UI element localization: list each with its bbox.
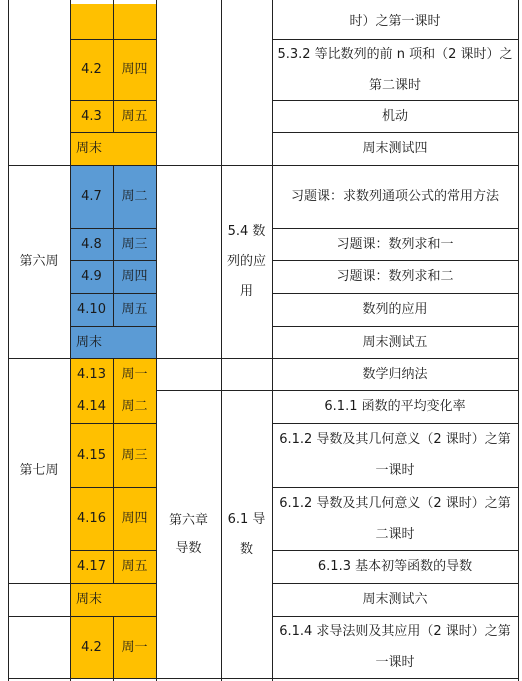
date-cell: 4.13 [70, 358, 113, 390]
grid-line [8, 0, 9, 681]
weekday-cell: 周三 [113, 228, 156, 260]
grid-line [8, 165, 221, 166]
weekday-cell: 周四 [113, 487, 156, 550]
date-cell: 4.7 [70, 165, 113, 228]
grid-line [8, 616, 156, 617]
grid-line [70, 550, 156, 551]
grid-line [518, 0, 519, 681]
weekend-cell: 周末 [70, 583, 156, 616]
date-cell: 4.3 [70, 100, 113, 132]
week-label-7: 第七周 [19, 463, 59, 478]
lesson-cell: 周末测试四 [362, 141, 428, 156]
week-label-6: 第六周 [19, 254, 59, 269]
grid-line [272, 100, 519, 101]
lesson-cell: 数学归纳法 [362, 366, 428, 382]
grid-line [70, 423, 156, 424]
date-cell: 4.10 [70, 293, 113, 326]
weekday-cell: 周五 [113, 293, 156, 326]
grid-line [272, 293, 519, 294]
weekend-cell: 周末 [70, 132, 156, 165]
chapter-cell: 第六章导数 [168, 513, 208, 556]
grid-line [221, 165, 272, 166]
grid-line [113, 616, 114, 681]
grid-line [70, 487, 156, 488]
grid-line [272, 260, 519, 261]
grid-line [113, 0, 114, 132]
lesson-cell: 数列的应用 [362, 302, 428, 317]
grid-line [8, 678, 519, 679]
weekday-cell: 周五 [113, 100, 156, 132]
date-cell: 4.8 [70, 228, 113, 260]
date-cell: 4.15 [70, 423, 113, 487]
grid-line [221, 390, 222, 681]
grid-line [272, 550, 519, 551]
grid-line [156, 0, 157, 681]
grid-line [272, 583, 519, 584]
lesson-cell: 习题课：数列求和一 [336, 236, 454, 252]
grid-line [272, 616, 519, 617]
grid-line [221, 0, 222, 165]
grid-line [272, 165, 519, 166]
weekday-cell: 周二 [113, 165, 156, 228]
lesson-cell: 周末测试六 [362, 592, 428, 607]
weekday-cell: 周一 [113, 616, 156, 678]
date-cell: 4.14 [70, 390, 113, 423]
lesson-cell: 6.1.2 导数及其几何意义（2 课时）之第一课时 [279, 432, 511, 478]
weekend-cell: 周末 [70, 326, 156, 358]
lesson-cell: 时）之第一课时 [349, 14, 441, 29]
grid-line [272, 0, 273, 681]
grid-line [221, 165, 222, 358]
section-cell: 5.4 数列的应用 [227, 223, 267, 299]
grid-line [272, 39, 519, 40]
lesson-cell: 6.1.2 导数及其几何意义（2 课时）之第二课时 [279, 495, 511, 542]
grid-line [70, 100, 156, 101]
lesson-cell: 习题课：求数列通项公式的常用方法 [290, 189, 499, 204]
grid-line [8, 583, 156, 584]
lesson-cell: 机动 [381, 108, 408, 124]
grid-line [272, 390, 519, 391]
weekday-cell: 周四 [113, 260, 156, 293]
grid-line [272, 228, 519, 229]
lesson-cell: 6.1.3 基本初等函数的导数 [317, 559, 473, 574]
grid-line [70, 293, 156, 294]
grid-line [113, 165, 114, 326]
date-cell: 4.2 [70, 39, 113, 100]
grid-line [156, 390, 272, 391]
grid-line [221, 358, 272, 359]
grid-line [70, 228, 156, 229]
weekday-cell: 周二 [113, 390, 156, 423]
grid-line [272, 132, 519, 133]
lesson-cell: 习题课：数列求和二 [336, 269, 454, 284]
grid-line [272, 358, 519, 359]
grid-line [8, 358, 221, 359]
date-cell [70, 4, 113, 39]
weekday-cell: 周四 [113, 39, 156, 100]
lesson-cell: 周末测试五 [362, 334, 428, 350]
grid-line [272, 326, 519, 327]
date-cell: 4.2 [70, 616, 113, 678]
lesson-cell: 6.1.4 求导法则及其应用（2 课时）之第一课时 [279, 624, 511, 670]
lesson-cell: 5.3.2 等比数列的前 n 项和（2 课时）之第二课时 [277, 46, 513, 93]
grid-line [70, 260, 156, 261]
date-cell: 4.16 [70, 487, 113, 550]
weekday-cell [113, 4, 156, 39]
grid-line [221, 358, 222, 390]
grid-line [70, 0, 71, 681]
weekday-cell: 周一 [113, 358, 156, 390]
grid-line [70, 39, 156, 40]
section-cell: 6.1 导数 [227, 512, 266, 557]
grid-line [70, 132, 156, 133]
grid-line [70, 326, 156, 327]
weekday-cell: 周三 [113, 423, 156, 487]
lesson-cell: 6.1.1 函数的平均变化率 [324, 399, 466, 414]
grid-line [272, 423, 519, 424]
weekday-cell: 周五 [113, 550, 156, 583]
date-cell: 4.9 [70, 260, 113, 293]
date-cell: 4.17 [70, 550, 113, 583]
grid-line [272, 487, 519, 488]
